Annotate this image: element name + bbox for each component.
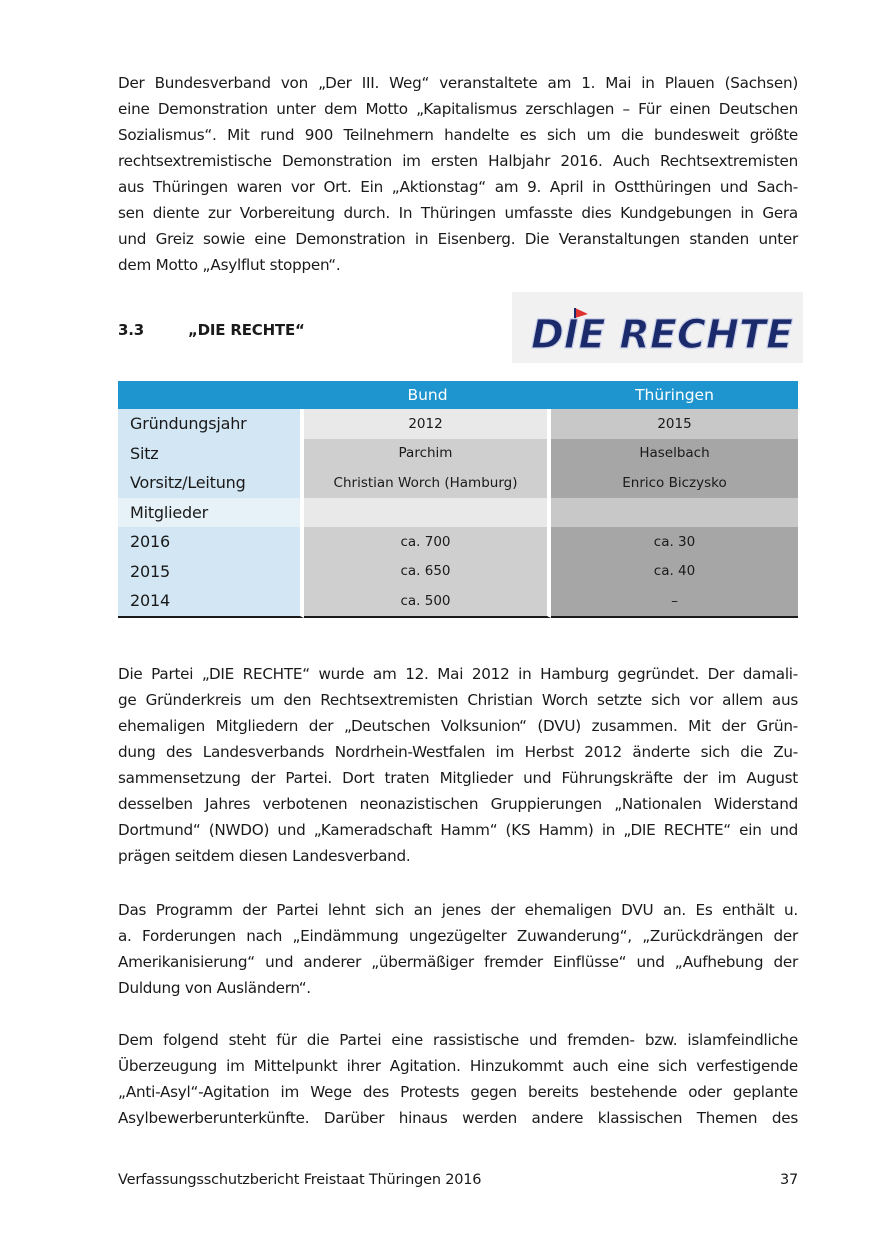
row-label: Gründungsjahr — [118, 409, 304, 439]
text-line: „Anti-Asyl“-Agitation im Wege des Protests gegen bereits bestehende oder geplante — [118, 1083, 798, 1101]
text-line: rechtsextremistische Demonstration im ersten Halbjahr 2016. Auch Rechtsextremisten — [118, 152, 798, 170]
text-line: desselben Jahres verbotenen neonazistischen Gruppierungen „Nationalen Widerstand — [118, 795, 798, 813]
row-label: Sitz — [118, 439, 304, 469]
bund-cell: ca. 700 — [304, 527, 551, 557]
text-line: sen diente zur Vorbereitung durch. In Thüringen umfasste dies Kundgebungen in Gera — [118, 204, 798, 222]
row-label: Vorsitz/Leitung — [118, 468, 304, 498]
table-row — [118, 468, 798, 498]
text-line: Die Partei „DIE RECHTE“ wurde am 12. Mai 2012 in Hamburg gegründet. Der damali- — [118, 665, 798, 683]
text-line: ge Gründerkreis um den Rechtsextremisten Christian Worch setzte sich vor allem aus — [118, 691, 798, 709]
table-row — [118, 439, 798, 469]
table-row — [118, 586, 798, 618]
thueringen-cell: Haselbach — [551, 439, 798, 469]
section-number: 3.3 — [118, 321, 144, 339]
thueringen-cell: Enrico Biczysko — [551, 468, 798, 498]
text-line: Duldung von Ausländern“. — [118, 979, 311, 997]
table-row — [118, 527, 798, 557]
text-line: Der Bundesverband von „Der III. Weg“ veranstaltete am 1. Mai in Plauen (Sachsen) — [118, 74, 798, 92]
text-line: a. Forderungen nach „Eindämmung ungezügelter Zuwanderung“, „Zurückdrängen der — [118, 927, 798, 945]
text-line: Dortmund“ (NWDO) und „Kameradschaft Hamm“ (KS Hamm) in „DIE RECHTE“ ein und — [118, 821, 798, 839]
die-rechte-logo — [512, 292, 803, 363]
thueringen-cell: – — [551, 586, 798, 618]
text-line: Amerikanisierung“ und anderer „übermäßiger fremder Einflüsse“ und „Aufhebung der — [118, 953, 798, 971]
section-title: „DIE RECHTE“ — [188, 321, 305, 339]
table-row — [118, 557, 798, 587]
text-line: eine Demonstration unter dem Motto „Kapitalismus zerschlagen – Für einen Deutschen — [118, 100, 798, 118]
bund-cell — [304, 498, 551, 528]
table-header-row — [118, 381, 798, 409]
bund-cell: Parchim — [304, 439, 551, 469]
text-line: Überzeugung im Mittelpunkt ihrer Agitation. Hinzukommt auch eine sich verfestigende — [118, 1057, 798, 1075]
thueringen-cell: ca. 40 — [551, 557, 798, 587]
table-row — [118, 498, 798, 528]
text-line: dung des Landesverbands Nordrhein-Westfalen im Herbst 2012 änderte sich die Zu- — [118, 743, 798, 761]
row-label: 2015 — [118, 557, 304, 587]
row-label: 2016 — [118, 527, 304, 557]
bund-cell: Christian Worch (Hamburg) — [304, 468, 551, 498]
section-heading — [118, 321, 305, 339]
text-line: Sozialismus“. Mit rund 900 Teilnehmern handelte es sich um die bundesweit größte — [118, 126, 798, 144]
thueringen-cell: ca. 30 — [551, 527, 798, 557]
bund-cell: ca. 500 — [304, 586, 551, 618]
text-line: Asylbewerberunterkünfte. Darüber hinaus werden andere klassischen Themen des — [118, 1109, 798, 1127]
text-line: aus Thüringen waren vor Ort. Ein „Aktionstag“ am 9. April in Ostthüringen und Sach- — [118, 178, 798, 196]
thueringen-cell — [551, 498, 798, 528]
text-line: prägen seitdem diesen Landesverband. — [118, 847, 411, 865]
bund-cell: 2012 — [304, 409, 551, 439]
party-program-paragraph — [118, 897, 798, 1001]
text-line: ehemaligen Mitgliedern der „Deutschen Volksunion“ (DVU) zusammen. Mit der Grün- — [118, 717, 798, 735]
intro-paragraph — [118, 70, 798, 278]
table-header-bund: Bund — [304, 381, 551, 409]
thueringen-cell: 2015 — [551, 409, 798, 439]
bund-cell: ca. 650 — [304, 557, 551, 587]
table-row — [118, 409, 798, 439]
page-footer — [118, 1172, 798, 1188]
party-facts-table — [118, 381, 798, 618]
text-line: Dem folgend steht für die Partei eine rassistische und fremden- bzw. islamfeindliche — [118, 1031, 798, 1049]
footer-title: Verfassungsschutzbericht Freistaat Thüringen 2016 — [118, 1172, 482, 1188]
party-history-paragraph — [118, 661, 798, 869]
row-label: 2014 — [118, 586, 304, 618]
page-number: 37 — [779, 1172, 798, 1188]
table-header-empty — [118, 381, 304, 409]
party-logo-graphic — [512, 292, 803, 363]
text-line: dem Motto „Asylflut stoppen“. — [118, 256, 341, 274]
logo-wordmark: DIE RECHTE — [531, 312, 793, 358]
party-agitation-paragraph — [118, 1027, 798, 1131]
text-line: und Greiz sowie eine Demonstration in Eisenberg. Die Veranstaltungen standen unter — [118, 230, 798, 248]
table-header-thueringen: Thüringen — [551, 381, 798, 409]
text-line: sammensetzung der Partei. Dort traten Mitglieder und Führungskräfte der im August — [118, 769, 798, 787]
text-line: Das Programm der Partei lehnt sich an jenes der ehemaligen DVU an. Es enthält u. — [118, 901, 798, 919]
row-label: Mitglieder — [118, 498, 304, 528]
